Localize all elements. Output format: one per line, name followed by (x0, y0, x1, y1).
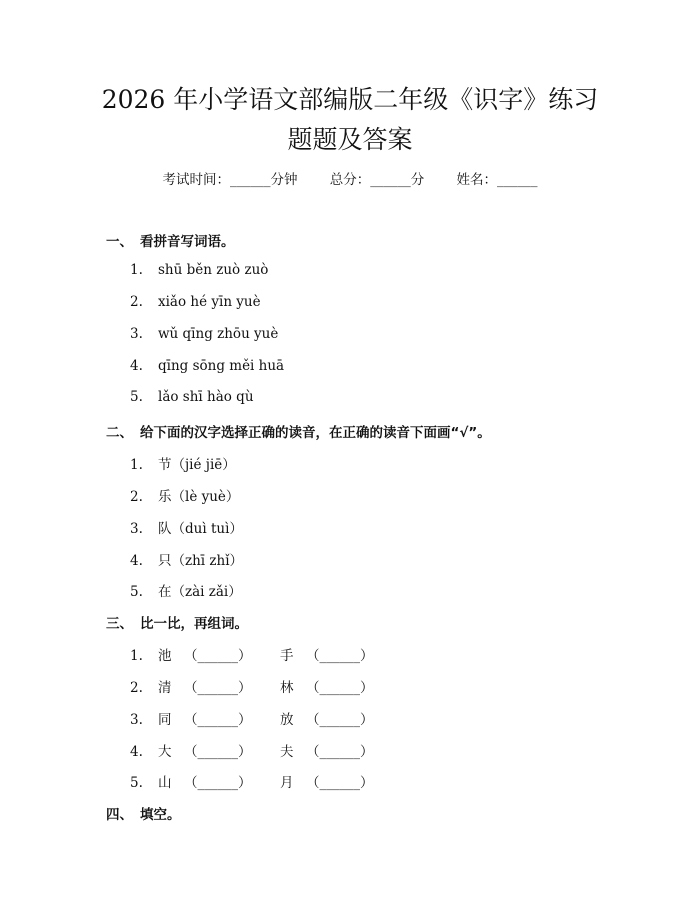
section-1-heading (106, 230, 235, 250)
answer-blank: （______） (184, 775, 252, 791)
list-item (130, 549, 243, 569)
item-number: 1. (130, 262, 143, 278)
item-number: 5. (130, 389, 143, 405)
list-item (130, 580, 242, 600)
answer-blank: （______） (184, 712, 252, 728)
character: 月 (280, 775, 294, 791)
character-reading: 队（duì tuì） (158, 521, 243, 537)
title-line-1: 2026 年小学语文部编版二年级《识字》练习 (101, 85, 599, 114)
list-item (130, 358, 284, 374)
section-title: 比一比，再组词。 (140, 616, 248, 632)
title-line-2: 题题及答案 (287, 125, 413, 154)
pinyin-text: wǔ qīng zhōu yuè (158, 326, 279, 342)
answer-blank: （______） (184, 648, 252, 664)
answer-blank: （______） (184, 680, 252, 696)
list-item (130, 644, 376, 664)
pinyin-text: shū běn zuò zuò (158, 262, 269, 278)
character: 大 (158, 744, 172, 760)
answer-blank: （______） (306, 648, 374, 664)
list-item (130, 326, 278, 342)
pinyin-text: qīng sōng měi huā (158, 358, 285, 374)
item-number: 2. (130, 680, 143, 696)
section-number: 一、 (106, 234, 133, 250)
character-reading: 乐（lè yuè） (158, 489, 240, 505)
section-2-heading (106, 421, 491, 441)
pinyin-text: xiǎo hé yīn yuè (158, 294, 261, 310)
student-name: 姓名：______ (456, 172, 538, 188)
item-number: 5. (130, 584, 143, 600)
item-number: 2. (130, 294, 143, 310)
character: 清 (158, 680, 172, 696)
character: 夫 (280, 744, 294, 760)
section-number: 二、 (106, 425, 133, 441)
list-item (130, 262, 268, 278)
section-title: 填空。 (140, 807, 181, 823)
list-item (130, 708, 376, 728)
answer-blank: （______） (184, 744, 252, 760)
list-item (130, 771, 376, 791)
character: 林 (280, 680, 294, 696)
item-number: 5. (130, 775, 143, 791)
page-title (0, 80, 700, 160)
answer-blank: （______） (306, 680, 374, 696)
character: 放 (280, 712, 294, 728)
item-number: 1. (130, 648, 143, 664)
item-number: 3. (130, 326, 143, 342)
section-title: 给下面的汉字选择正确的读音，在正确的读音下面画“√”。 (140, 425, 491, 441)
character: 手 (280, 648, 294, 664)
answer-blank: （______） (306, 744, 374, 760)
list-item (130, 517, 243, 537)
answer-blank: （______） (306, 775, 374, 791)
answer-blank: （______） (306, 712, 374, 728)
character-reading: 节（jié jiē） (158, 457, 236, 473)
list-item (130, 676, 376, 696)
character: 池 (158, 648, 172, 664)
character-reading: 在（zài zǎi） (158, 584, 242, 600)
list-item (130, 453, 236, 473)
item-number: 4. (130, 358, 143, 374)
exam-time: 考试时间：______分钟 (162, 172, 298, 188)
list-item (130, 294, 261, 310)
section-3-heading (106, 612, 248, 632)
item-number: 1. (130, 457, 143, 473)
exam-meta (0, 168, 700, 188)
character: 同 (158, 712, 172, 728)
item-number: 4. (130, 553, 143, 569)
section-number: 三、 (106, 616, 133, 632)
exam-total-score: 总分：______分 (329, 172, 425, 188)
section-number: 四、 (106, 807, 133, 823)
list-item (130, 740, 376, 760)
character-reading: 只（zhī zhǐ） (158, 553, 244, 569)
item-number: 3. (130, 521, 143, 537)
section-title: 看拼音写词语。 (140, 234, 235, 250)
list-item (130, 389, 254, 405)
section-4-heading (106, 803, 181, 823)
item-number: 4. (130, 744, 143, 760)
character: 山 (158, 775, 172, 791)
pinyin-text: lǎo shī hào qù (158, 389, 254, 405)
item-number: 2. (130, 489, 143, 505)
item-number: 3. (130, 712, 143, 728)
list-item (130, 485, 239, 505)
